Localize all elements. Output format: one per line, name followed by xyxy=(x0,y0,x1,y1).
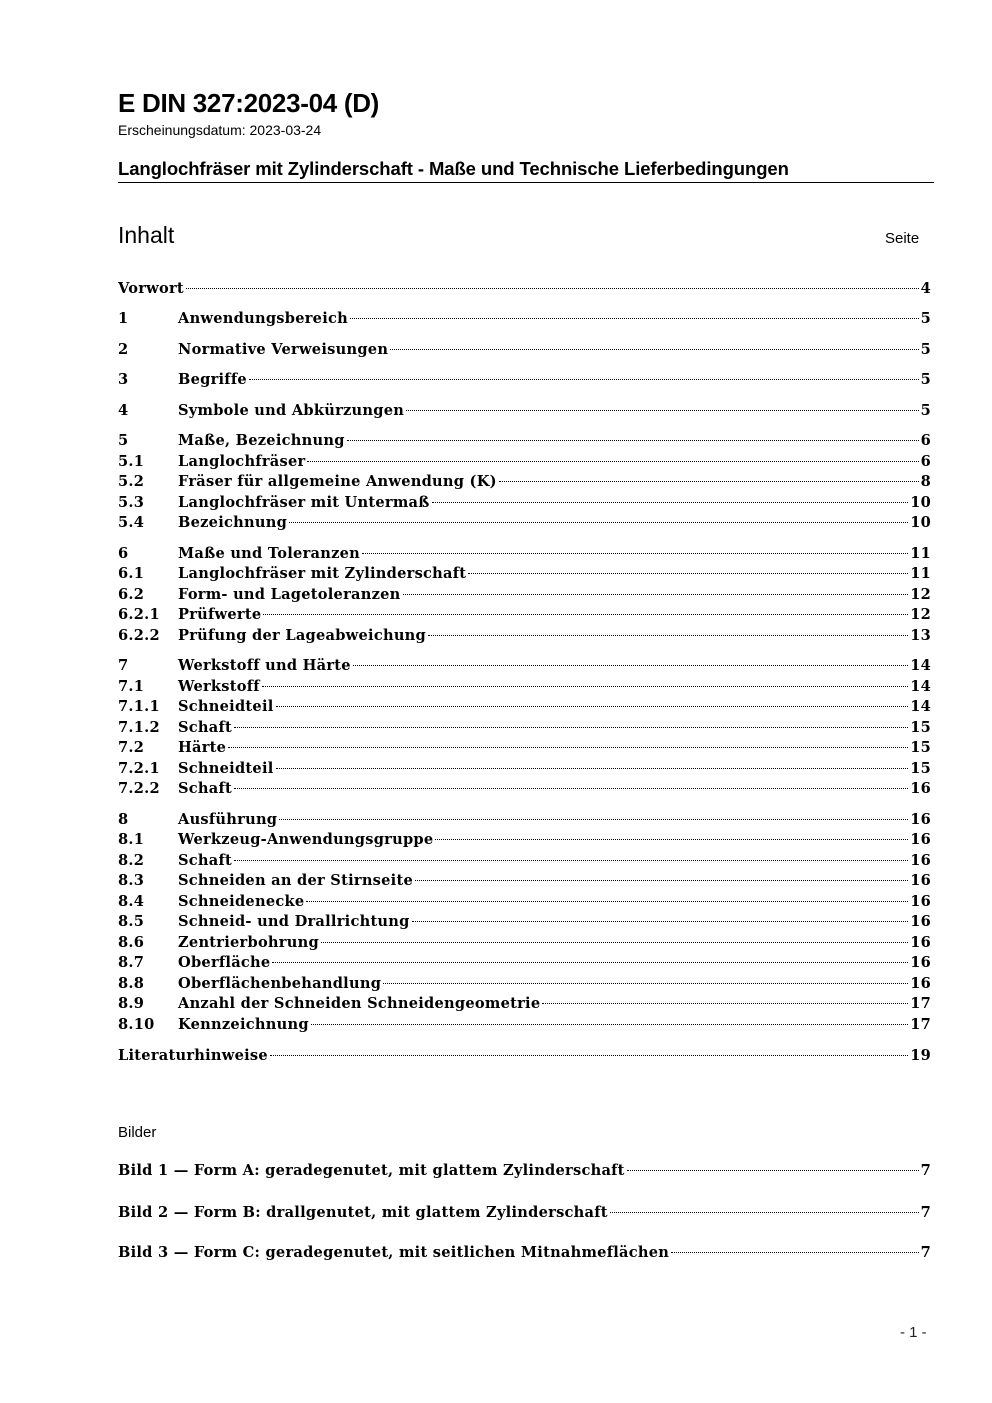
toc-entry-page: 15 xyxy=(910,760,931,777)
toc-entry-number: 7.2.1 xyxy=(118,760,160,777)
dot-leader xyxy=(311,1024,908,1025)
toc-entry-number: 5.3 xyxy=(118,494,145,511)
toc-entry-page: 8 xyxy=(920,473,931,490)
dot-leader xyxy=(306,901,908,902)
toc-entry[interactable] xyxy=(118,473,931,493)
toc-entry[interactable] xyxy=(118,606,931,626)
toc-entry[interactable] xyxy=(118,698,931,718)
toc-entry[interactable] xyxy=(118,934,931,954)
toc-entry-number: 6 xyxy=(118,545,129,562)
toc-entry-number: 8.8 xyxy=(118,975,145,992)
toc-entry[interactable] xyxy=(118,913,931,933)
dot-leader xyxy=(435,839,908,840)
publication-date: Erscheinungsdatum: 2023-03-24 xyxy=(118,122,322,138)
toc-entry-title: Fräser für allgemeine Anwendung (K) xyxy=(178,473,497,490)
toc-entry-number: 8.1 xyxy=(118,831,145,848)
toc-entry-page: 16 xyxy=(910,934,931,951)
dot-leader xyxy=(347,440,919,441)
toc-entry-page: 16 xyxy=(910,872,931,889)
toc-entry-title: Schneidteil xyxy=(178,760,274,777)
toc-entry-number: 1 xyxy=(118,310,129,327)
toc-entry-title: Langlochfräser xyxy=(178,453,306,470)
dot-leader xyxy=(249,379,919,380)
toc-entry-number: 6.2.2 xyxy=(118,627,160,644)
dot-leader xyxy=(627,1170,919,1171)
toc-entry-title: Zentrierbohrung xyxy=(178,934,319,951)
toc-entry-number: 3 xyxy=(118,371,129,388)
toc-entry-number: 8.5 xyxy=(118,913,145,930)
toc-entry-page: 16 xyxy=(910,913,931,930)
dot-leader xyxy=(542,1003,908,1004)
toc-entry[interactable] xyxy=(118,893,931,913)
toc-entry-title: Langlochfräser mit Zylinderschaft xyxy=(178,565,467,582)
toc-entry-title: Schaft xyxy=(178,852,233,869)
toc-entry-number: 8.10 xyxy=(118,1016,155,1033)
toc-entry-number: 6.1 xyxy=(118,565,145,582)
toc-entry-title: Vorwort xyxy=(118,280,184,297)
toc-entry[interactable] xyxy=(118,627,931,647)
toc-entry[interactable] xyxy=(118,954,931,974)
toc-entry-title: Kennzeichnung xyxy=(178,1016,309,1033)
dot-leader xyxy=(263,614,908,615)
toc-entry-page: 11 xyxy=(910,565,931,582)
dot-leader xyxy=(671,1252,918,1253)
dot-leader xyxy=(186,288,919,289)
dot-leader xyxy=(428,635,908,636)
toc-entry-page: 5 xyxy=(920,310,931,327)
toc-entry-title: Literaturhinweise xyxy=(118,1047,268,1064)
toc-entry-title: Schaft xyxy=(178,719,233,736)
toc-entry-number: 6.2.1 xyxy=(118,606,160,623)
document-title: Langlochfräser mit Zylinderschaft - Maße und Technische Lieferbedingungen xyxy=(118,158,789,179)
toc-entry[interactable] xyxy=(118,565,931,585)
toc-entry-number: 7.2 xyxy=(118,739,145,756)
dot-leader xyxy=(415,880,908,881)
dot-leader xyxy=(272,962,908,963)
toc-entry-title: Maße, Bezeichnung xyxy=(178,432,345,449)
dot-leader xyxy=(276,768,909,769)
toc-entry-page: 14 xyxy=(910,678,931,695)
toc-entry-number: 5.1 xyxy=(118,453,145,470)
dot-leader xyxy=(234,727,908,728)
toc-heading: Inhalt xyxy=(118,222,175,248)
toc-entry-number: 8 xyxy=(118,811,129,828)
toc-entry-title: Werkzeug-Anwendungsgruppe xyxy=(178,831,434,848)
toc-entry[interactable] xyxy=(118,402,931,422)
document-id: E DIN 327:2023-04 (D) xyxy=(118,88,380,118)
dot-leader xyxy=(350,318,919,319)
toc-entry[interactable] xyxy=(118,975,931,995)
toc-entry[interactable] xyxy=(118,831,931,851)
toc-entry-number: 8.7 xyxy=(118,954,145,971)
toc-entry[interactable] xyxy=(118,280,931,300)
toc-entry-title: Maße und Toleranzen xyxy=(178,545,361,562)
toc-entry-page: 15 xyxy=(910,739,931,756)
dot-leader xyxy=(234,860,908,861)
toc-entry-page: 14 xyxy=(910,698,931,715)
toc-entry[interactable] xyxy=(118,545,931,565)
toc-entry-page: 7 xyxy=(920,1244,931,1261)
dot-leader xyxy=(610,1212,919,1213)
toc-entry-title: Werkstoff xyxy=(178,678,260,695)
toc-entry-title: Bild 3 — Form C: geradegenutet, mit seitlichen Mitnahmeflächen xyxy=(118,1244,670,1261)
dot-leader xyxy=(228,747,908,748)
toc-entry-page: 16 xyxy=(910,852,931,869)
toc-entry-title: Bezeichnung xyxy=(178,514,288,531)
toc-entry-number: 8.3 xyxy=(118,872,145,889)
toc-entry[interactable] xyxy=(118,1047,931,1067)
dot-leader xyxy=(279,819,908,820)
toc-entry-number: 2 xyxy=(118,341,129,358)
toc-entry[interactable] xyxy=(118,719,931,739)
toc-entry-page: 5 xyxy=(920,371,931,388)
toc-entry-page: 16 xyxy=(910,831,931,848)
toc-entry[interactable] xyxy=(118,852,931,872)
toc-entry-page: 7 xyxy=(920,1204,931,1221)
toc-entry-title: Normative Verweisungen xyxy=(178,341,389,358)
toc-entry-number: 8.6 xyxy=(118,934,145,951)
toc-entry-title: Schneidenecke xyxy=(178,893,305,910)
dot-leader xyxy=(468,573,908,574)
toc-entry[interactable] xyxy=(118,657,931,677)
page-column-label: Seite xyxy=(885,230,920,247)
toc-entry-number: 7 xyxy=(118,657,129,674)
toc-entry[interactable] xyxy=(118,995,931,1015)
toc-entry-title: Anwendungsbereich xyxy=(178,310,348,327)
toc-entry-title: Ausführung xyxy=(178,811,278,828)
toc-entry[interactable] xyxy=(118,739,931,759)
toc-entry-number: 8.9 xyxy=(118,995,145,1012)
toc-entry[interactable] xyxy=(118,872,931,892)
toc-entry-title: Langlochfräser mit Untermaß xyxy=(178,494,430,511)
toc-entry-title: Schaft xyxy=(178,780,233,797)
toc-entry-title: Schneidteil xyxy=(178,698,274,715)
toc-entry-number: 5.4 xyxy=(118,514,145,531)
toc-entry[interactable] xyxy=(118,371,931,391)
dot-leader xyxy=(499,481,919,482)
toc-entry-title: Härte xyxy=(178,739,227,756)
toc-entry-page: 5 xyxy=(920,402,931,419)
toc-entry-number: 6.2 xyxy=(118,586,145,603)
toc-entry[interactable] xyxy=(118,341,931,361)
toc-entry-title: Prüfwerte xyxy=(178,606,262,623)
toc-entry-title: Schneid- und Drallrichtung xyxy=(178,913,410,930)
dot-leader xyxy=(276,706,909,707)
toc-entry[interactable] xyxy=(118,811,931,831)
toc-entry-title: Symbole und Abkürzungen xyxy=(178,402,405,419)
toc-entry-number: 4 xyxy=(118,402,129,419)
dot-leader xyxy=(383,983,908,984)
dot-leader xyxy=(412,921,909,922)
dot-leader xyxy=(270,1055,908,1056)
toc-entry[interactable] xyxy=(118,453,931,473)
figure-entry[interactable] xyxy=(118,1244,931,1264)
dot-leader xyxy=(432,502,909,503)
toc-entry-title: Form- und Lagetoleranzen xyxy=(178,586,401,603)
toc-entry[interactable] xyxy=(118,780,931,800)
toc-entry-title: Prüfung der Lageabweichung xyxy=(178,627,426,644)
toc-entry-page: 6 xyxy=(920,432,931,449)
dot-leader xyxy=(289,522,908,523)
toc-entry-page: 12 xyxy=(910,586,931,603)
toc-entry[interactable] xyxy=(118,586,931,606)
dot-leader xyxy=(262,686,908,687)
figures-heading: Bilder xyxy=(118,1124,157,1141)
toc-entry-number: 7.1 xyxy=(118,678,145,695)
dot-leader xyxy=(406,410,918,411)
dot-leader xyxy=(353,665,908,666)
dot-leader xyxy=(390,349,918,350)
toc-entry-page: 12 xyxy=(910,606,931,623)
toc-entry-number: 7.1.1 xyxy=(118,698,160,715)
toc-entry-page: 6 xyxy=(920,453,931,470)
toc-entry-page: 14 xyxy=(910,657,931,674)
toc-entry-number: 5.2 xyxy=(118,473,145,490)
toc-entry[interactable] xyxy=(118,432,931,452)
toc-entry-title: Schneiden an der Stirnseite xyxy=(178,872,414,889)
toc-entry[interactable] xyxy=(118,760,931,780)
toc-entry-page: 16 xyxy=(910,954,931,971)
page-number: - 1 - xyxy=(900,1324,927,1341)
toc-entry[interactable] xyxy=(118,310,931,330)
toc-entry-title: Oberfläche xyxy=(178,954,271,971)
toc-entry-page: 7 xyxy=(920,1162,931,1179)
toc-entry-page: 10 xyxy=(910,514,931,531)
title-rule xyxy=(118,182,934,183)
toc-entry-page: 11 xyxy=(910,545,931,562)
toc-entry-page: 10 xyxy=(910,494,931,511)
figure-entry[interactable] xyxy=(118,1204,931,1224)
toc-entry-page: 16 xyxy=(910,975,931,992)
toc-entry-title: Begriffe xyxy=(178,371,247,388)
toc-entry-page: 5 xyxy=(920,341,931,358)
toc-entry[interactable] xyxy=(118,494,931,514)
dot-leader xyxy=(403,594,909,595)
toc-entry-page: 4 xyxy=(920,280,931,297)
dot-leader xyxy=(307,461,918,462)
toc-entry-number: 5 xyxy=(118,432,129,449)
toc-entry-title: Anzahl der Schneiden Schneidengeometrie xyxy=(178,995,541,1012)
toc-entry[interactable] xyxy=(118,678,931,698)
toc-entry-number: 8.2 xyxy=(118,852,145,869)
toc-entry-number: 8.4 xyxy=(118,893,145,910)
toc-entry-page: 17 xyxy=(910,1016,931,1033)
toc-entry-title: Oberflächenbehandlung xyxy=(178,975,382,992)
dot-leader xyxy=(234,788,908,789)
toc-entry-title: Bild 1 — Form A: geradegenutet, mit glattem Zylinderschaft xyxy=(118,1162,625,1179)
toc-entry-page: 16 xyxy=(910,780,931,797)
toc-entry-page: 13 xyxy=(910,627,931,644)
figure-entry[interactable] xyxy=(118,1162,931,1182)
toc-entry[interactable] xyxy=(118,514,931,534)
toc-entry-title: Werkstoff und Härte xyxy=(178,657,351,674)
toc-entry-page: 15 xyxy=(910,719,931,736)
toc-entry-page: 16 xyxy=(910,893,931,910)
toc-entry-title: Bild 2 — Form B: drallgenutet, mit glattem Zylinderschaft xyxy=(118,1204,608,1221)
toc-entry[interactable] xyxy=(118,1016,931,1036)
toc-entry-page: 19 xyxy=(910,1047,931,1064)
toc-entry-number: 7.1.2 xyxy=(118,719,160,736)
toc-entry-page: 16 xyxy=(910,811,931,828)
toc-entry-number: 7.2.2 xyxy=(118,780,160,797)
dot-leader xyxy=(321,942,908,943)
toc-entry-page: 17 xyxy=(910,995,931,1012)
dot-leader xyxy=(362,553,908,554)
